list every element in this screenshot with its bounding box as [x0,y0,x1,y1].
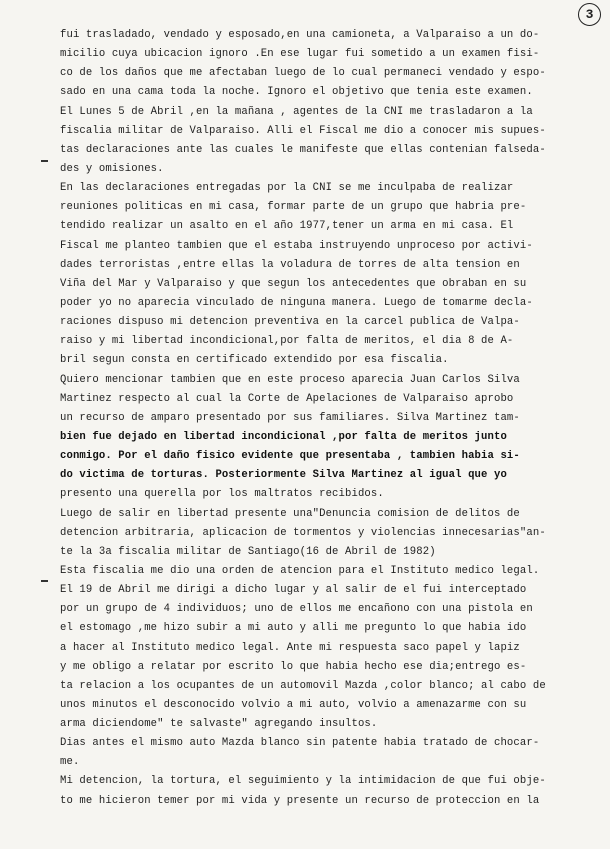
text-line: Fiscal me planteo tambien que el estaba instruyendo unproceso por activi- [60,239,533,252]
text-line: Luego de salir en libertad presente una"Denuncia comision de delitos de [60,507,520,520]
text-line: unos minutos el desconocido volvio a mi auto, volvio a amenazarme con su [60,698,527,711]
text-line: presento una querella por los maltratos recibidos. [60,488,384,501]
text-line: bien fue dejado en libertad incondicional ,por falta de meritos junto [60,430,507,443]
text-line: micilio cuya ubicacion ignoro .En ese lugar fui sometido a un examen fisi- [60,48,540,61]
text-line: poder yo no aparecia vinculado de ninguna manera. Luego de tomarme decla- [60,296,533,309]
text-line: Viña del Mar y Valparaiso y que segun los antecedentes que obraban en su [60,277,527,290]
text-line: Quiero mencionar tambien que en este proceso aparecia Juan Carlos Silva [60,373,520,386]
text-line: ta relacion a los ocupantes de un automovil Mazda ,color blanco; al cabo de [60,679,546,692]
text-line: to me hicieron temer por mi vida y presente un recurso de proteccion en la [60,794,540,807]
text-line: En las declaraciones entregadas por la CNI se me inculpaba de realizar [60,182,514,195]
text-line: tendido realizar un asalto en el año 1977,tener un arma en mi casa. El [60,220,514,233]
text-line: co de los daños que me afectaban luego de lo cual permaneci vendado y espo- [60,67,546,80]
text-line: tas declaraciones ante las cuales le manifeste que ellas contenian falseda- [60,143,546,156]
text-line: reuniones politicas en mi casa, formar parte de un grupo que habria pre- [60,201,527,214]
text-line: bril segun consta en certificado extendido por esa fiscalia. [60,354,449,367]
text-line: y me obligo a relatar por escrito lo que habia hecho ese dia;entrego es- [60,660,527,673]
text-line: conmigo. Por el daño fisico evidente que presentaba , tambien habia si- [60,450,520,463]
typed-body-text [60,26,590,811]
text-line: detencion arbitraria, aplicacion de tormentos y violencias innecesarias"an- [60,526,546,539]
text-line: Mi detencion, la tortura, el seguimiento y la intimidacion de que fui obje- [60,775,546,788]
margin-mark [41,160,48,162]
text-line: a hacer al Instituto medico legal. Ante mi respuesta saco papel y lapiz [60,641,520,654]
margin-mark [41,580,48,582]
text-line: do victima de torturas. Posteriormente Silva Martinez al igual que yo [60,469,507,482]
text-line: arma diciendome" te salvaste" agregando insultos. [60,718,378,731]
page-number: 3 [578,3,601,26]
text-line: dades terroristas ,entre ellas la voladura de torres de alta tension en [60,258,520,271]
text-line: un recurso de amparo presentado por sus familiares. Silva Martinez tam- [60,411,520,424]
text-line: por un grupo de 4 individuos; uno de ellos me encañono con una pistola en [60,603,533,616]
text-line: Esta fiscalia me dio una orden de atencion para el Instituto medico legal. [60,564,540,577]
text-line: me. [60,756,80,769]
text-line: raciones dispuso mi detencion preventiva en la carcel publica de Valpa- [60,316,520,329]
text-line: El Lunes 5 de Abril ,en la mañana , agentes de la CNI me trasladaron a la [60,105,533,118]
text-line: raiso y mi libertad incondicional,por falta de meritos, el dia 8 de A- [60,335,514,348]
text-line: fui trasladado, vendado y esposado,en una camioneta, a Valparaiso a un do- [60,29,540,41]
text-line: fiscalia militar de Valparaiso. Alli el Fiscal me dio a conocer mis supues- [60,124,546,137]
text-line: te la 3a fiscalia militar de Santiago(16 de Abril de 1982) [60,545,436,558]
text-line: des y omisiones. [60,162,164,175]
text-line: Martinez respecto al cual la Corte de Apelaciones de Valparaiso aprobo [60,392,514,405]
text-line: Dias antes el mismo auto Mazda blanco sin patente habia tratado de chocar- [60,737,540,750]
text-line: El 19 de Abril me dirigi a dicho lugar y al salir de el fui interceptado [60,584,527,597]
text-line: sado en una cama toda la noche. Ignoro el objetivo que tenia este examen. [60,86,533,99]
text-line: el estomago ,me hizo subir a mi auto y alli me pregunto lo que habia ido [60,622,527,635]
